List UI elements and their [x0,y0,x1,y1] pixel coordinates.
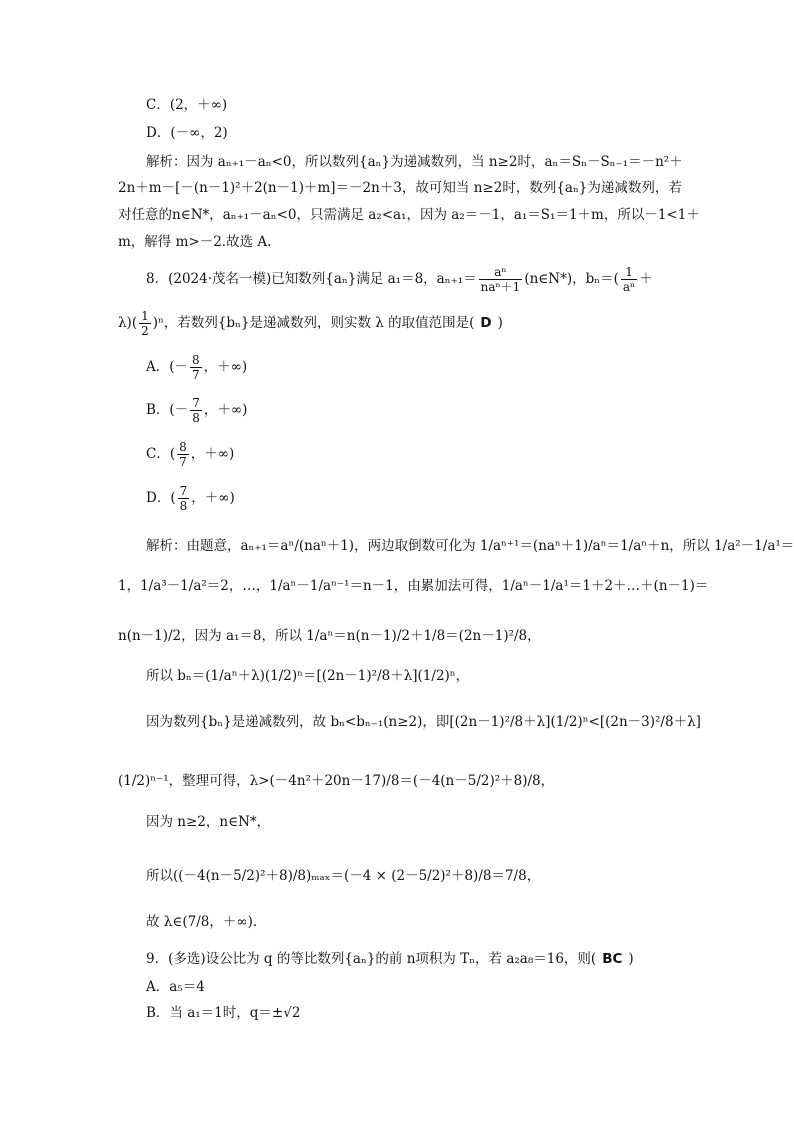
solution-8-line-6: (1/2)ⁿ⁻¹，整理可得，λ>(－4n²＋20n－17)/8＝(－4(n－5/2)²＋8)/8， [118,773,555,789]
solution-8-line-1: 解析：由题意，aₙ₊₁＝aⁿ/(naⁿ＋1)，两边取倒数可化为 1/aⁿ⁺¹＝(naⁿ＋1)/aⁿ＝1/aⁿ＋n，所以 1/a²－1/a¹＝ [146,538,794,554]
option-8c-fraction: $\frac{8}{7}$ [179,440,187,469]
solution-7-line-1: 解析：因为 aₙ₊₁－aₙ<0，所以数列{aₙ}为递减数列，当 n≥2时，aₙ＝Sₙ－Sₙ₋₁＝－n²＋ [146,154,683,170]
option-7d: D．(－∞，2) [146,125,228,141]
solution-8-line-4: 所以 bₙ＝(1/aⁿ＋λ)(1/2)ⁿ＝[(2n－1)²/8＋λ](1/2)ⁿ， [146,668,470,684]
option-8b: B．(－ $\frac{7}{8}$ ，＋∞) [146,396,248,425]
solution-8-line-3: n(n－1)/2，因为 a₁＝8，所以 1/aⁿ＝n(n－1)/2＋1/8＝(2n－1)²/8， [118,628,541,644]
solution-8-line-5: 因为数列{bₙ}是递减数列，故 bₙ<bₙ₋₁(n≥2)，即[(2n－1)²/8＋λ](1/2)ⁿ<[(2n－3)²/8＋λ] [146,714,701,730]
option-9b: B．当 a₁＝1时，q＝±√2 [146,1005,301,1021]
solution-8-line-9: 故 λ∈(7/8，＋∞). [146,914,258,930]
answer-9: BC [602,951,623,967]
option-8d-fraction: $\frac{7}{8}$ [179,484,188,513]
option-8d: D．( $\frac{7}{8}$ ，＋∞) [146,484,235,513]
solution-7-line-2: 2n＋m－[－(n－1)²＋2(n－1)＋m]＝－2n＋3，故可知当 n≥2时，数列{aₙ}为递减数列，若 [118,180,682,196]
answer-8: D [480,315,492,331]
half-fraction: $\frac{1}{2}$ [141,309,149,338]
solution-8-line-2: 1，1/a³－1/a²＝2，…，1/aⁿ－1/aⁿ⁻¹＝n－1，由累加法可得，1/aⁿ－1/a¹＝1＋2＋…＋(n－1)＝ [118,578,709,594]
option-7c: C．(2，＋∞) [146,97,228,113]
option-8b-fraction: $\frac{7}{8}$ [192,396,200,425]
option-8a: A．(－ $\frac{8}{7}$ ，＋∞) [146,353,248,382]
recurrence-fraction: $\frac{\text{aⁿ}}{\text{naⁿ＋1}}$ [480,265,521,294]
solution-7-line-3: 对任意的n∈N*，aₙ₊₁－aₙ<0，只需满足 a₂<a₁，因为 a₂＝－1，a₁＝S₁＝1＋m，所以－1<1＋ [118,207,700,223]
solution-8-line-7: 因为 n≥2，n∈N*， [146,814,271,830]
option-8c: C．( $\frac{8}{7}$ ，＋∞) [146,440,235,469]
solution-8-line-8: 所以((－4(n－5/2)²＋8)/8)ₘₐₓ＝(－4 × (2－5/2)²＋8)/8＝7/8， [146,868,541,884]
question-9-stem: 9．(多选)设公比为 q 的等比数列{aₙ}的前 n项积为 Tₙ，若 a₂a₈＝16，则( BC ) [146,951,634,967]
option-9a: A．a₅＝4 [146,979,205,995]
solution-7-line-4: m，解得 m>－2.故选 A. [118,234,272,250]
question-8-line-1: 8．(2024·茂名一模)已知数列{aₙ}满足 a₁＝8，aₙ₊₁＝ $\frac{\text{aⁿ}}{\text{naⁿ＋1}}$ (n∈N*)，bₙ＝( $\frac{1}{\text{aⁿ}}$ ＋ [146,265,653,294]
question-8-line-2: λ)( $\frac{1}{2}$ )ⁿ，若数列{bₙ}是递减数列，则实数 λ 的取值范围是( D ) [118,309,503,338]
option-8a-fraction: $\frac{8}{7}$ [192,353,200,382]
b-fraction: $\frac{1}{\text{aⁿ}}$ [622,265,636,294]
